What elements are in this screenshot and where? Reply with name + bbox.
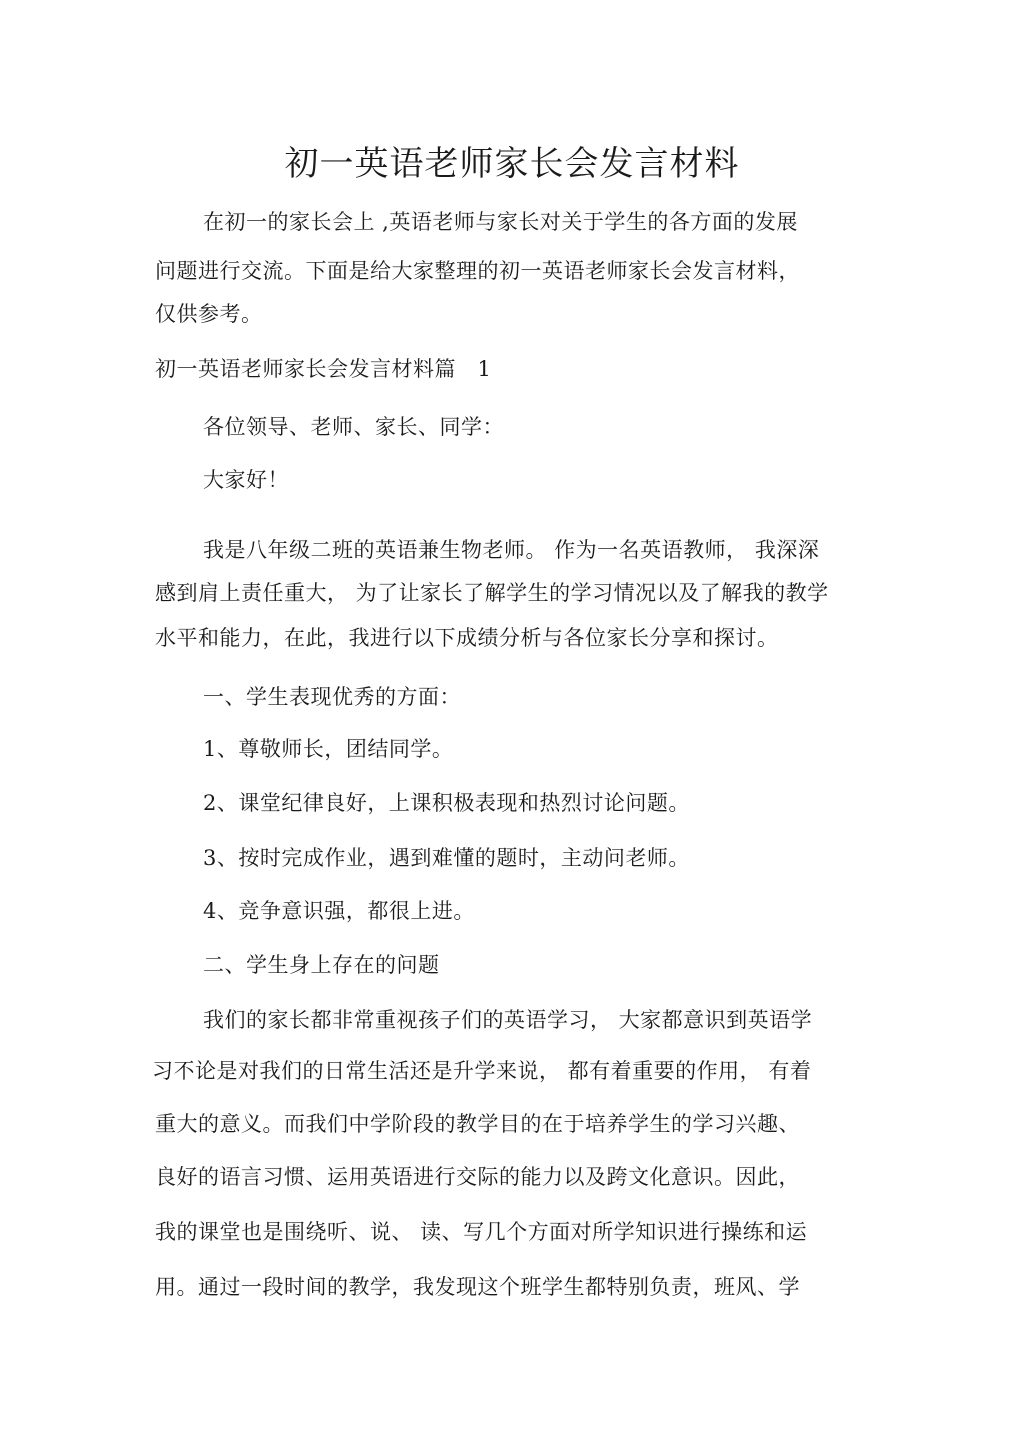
list-item: 3、按时完成作业，遇到难懂的题时，主动问老师。 <box>203 846 690 870</box>
hello: 大家好！ <box>203 468 289 492</box>
paragraph-line: 我们的家长都非常重视孩子们的英语学习， 大家都意识到英语学 <box>203 1008 813 1032</box>
paragraph-line: 用。通过一段时间的教学，我发现这个班学生都特别负责，班风、学 <box>155 1275 800 1299</box>
paragraph-line: 习不论是对我们的日常生活还是升学来说， 都有着重要的作用， 有着 <box>152 1059 812 1083</box>
greeting: 各位领导、老师、家长、同学： <box>203 415 504 439</box>
intro-line: 问题进行交流。下面是给大家整理的初一英语老师家长会发言材料， <box>155 259 800 283</box>
paragraph-line: 我的课堂也是围绕听、说、 读、写几个方面对所学知识进行操练和运 <box>155 1220 808 1244</box>
list-item: 2、课堂纪律良好，上课积极表现和热烈讨论问题。 <box>203 791 690 815</box>
list-item: 4、竞争意识强，都很上进。 <box>203 899 475 923</box>
paragraph-line: 感到肩上责任重大， 为了让家长了解学生的学习情况以及了解我的教学 <box>155 581 829 605</box>
paragraph-line: 重大的意义。而我们中学阶段的教学目的在于培养学生的学习兴趣、 <box>155 1112 800 1136</box>
part1-heading: 一、学生表现优秀的方面： <box>203 685 461 709</box>
document-title: 初一英语老师家长会发言材料 <box>284 144 740 184</box>
paragraph-line: 我是八年级二班的英语兼生物老师。 作为一名英语教师， 我深深 <box>203 538 820 562</box>
paragraph-line: 良好的语言习惯、运用英语进行交际的能力以及跨文化意识。因此， <box>155 1165 800 1189</box>
list-item: 1、尊敬师长，团结同学。 <box>203 737 454 761</box>
paragraph-line: 水平和能力，在此，我进行以下成绩分析与各位家长分享和探讨。 <box>155 626 779 650</box>
intro-line: 仅供参考。 <box>155 302 263 326</box>
section-heading: 初一英语老师家长会发言材料篇 1 <box>155 357 492 381</box>
intro-line: 在初一的家长会上 ,英语老师与家长对关于学生的各方面的发展 <box>203 210 798 234</box>
part2-heading: 二、学生身上存在的问题 <box>203 953 440 977</box>
